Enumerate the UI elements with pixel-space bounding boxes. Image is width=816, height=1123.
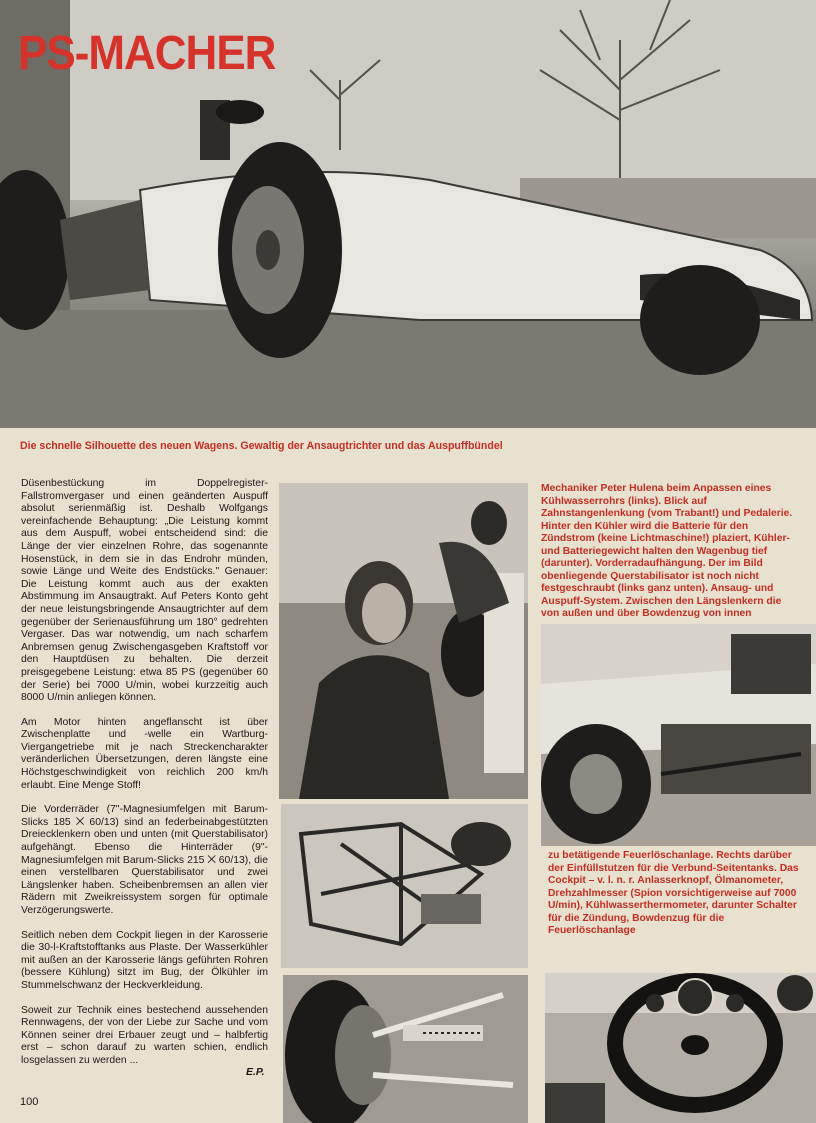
page-title: PS-MACHER bbox=[18, 26, 276, 80]
article-paragraph: Am Motor hinten angeflanscht ist über Zwischenplatte und -welle ein Wartburg-Viergangetriebe mit je nach Streckencharakter veränderlichen Übersetzungen, deren längste eine Höchstgeschwindigkeit von reichlich 200 km/h erlaubt. Eine Menge Stoff! bbox=[21, 716, 268, 791]
photo-front-frame bbox=[281, 804, 528, 968]
article-paragraph: Seitlich neben dem Cockpit liegen in der Karosserie die 30-l-Kraftstofftanks aus Plaste. Der Wasserkühler mit außen an der Karosserie längs geführten Rohren (bessere Kühlung) sitzt im Bug, der Ölkühler im Stummelschwanz der Heckverkleidung. bbox=[21, 929, 268, 991]
page-number: 100 bbox=[20, 1096, 39, 1108]
hero-caption: Die schnelle Silhouette des neuen Wagens. Gewaltig der Ansaugtrichter und das Auspuffbündel bbox=[20, 440, 503, 452]
caption-mechanic: Mechaniker Peter Hulena beim Anpassen eines Kühlwasserrohrs (links). Blick auf Zahnstangenlenkung (vom Trabant!) und Pedalerie. Hinter den Kühler wird die Batterie für den Zündstrom (keine Lichtmaschine!) plaziert, Kühler- und Batteriegewicht halten den Wagenbug tief (darunter). Vorderradaufhängung. Der im Bild obenliegende Querstabilisator ist noch nicht festgeschraubt (links ganz unten). Ansaug- und Auspuff-System. Zwischen den Längslenkern die von außen und über Bowdenzug von innen bbox=[541, 483, 793, 619]
caption-cockpit: zu betätigende Feuerlöschanlage. Rechts darüber der Einfüllstutzen für die Verbund-Seitentanks. Das Cockpit – v. l. n. r. Anlasserknopf, Ölmanometer, Drehzahlmesser (Spion vorsichtigerweise auf 7000 U/min), Kühlwasserthermometer, darunter Schalter für die Zündung, Bowdenzug für die Feuerlöschanlage bbox=[548, 850, 799, 936]
article-paragraph: Düsenbestückung im Doppelregister-Fallstromvergaser und einen geänderten Auspuff absolut serienmäßig ist. Deshalb Wolfgangs vereinfachende Behauptung: „Die Leistung kommt aus dem Auspuff, wobei entscheidend sind: die Länge der vier einzelnen Rohre, das sogenannte Hosenstück, in dem sie in das Endrohr münden, sowie Länge und Weite des Endstücks." Genauer: Die Leistung kommt auch aus der exakten Abstimmung im Ansaugtrakt. Auf Peters Konto geht der neue leistungsbringende Ansaugtrichter auf dem gegenüber der Serienausführung um 180° gedrehten Vergaser. Das war notwendig, um nach scharfem Anbremsen genug Zwischengasgeben Kraftstoff vor den Hauptdüsen zu behalten. Die derzeit preisgegebene Leistung: etwa 85 PS (gegenüber 60 der Serie) bei 7000 U/min, wobei kurzzeitig auch 8000 U/min anliegen können. bbox=[21, 478, 268, 704]
photo-cockpit bbox=[545, 973, 816, 1123]
article-body bbox=[21, 478, 268, 1080]
photo-mechanic bbox=[279, 483, 528, 799]
photo-front-suspension bbox=[283, 975, 528, 1123]
author-signature: E.P. bbox=[246, 1066, 265, 1078]
photo-engine-suspension bbox=[541, 624, 816, 846]
article-paragraph: Soweit zur Technik eines bestechend aussehenden Rennwagens, der von der Liebe zur Sache und vom Können seiner drei Erbauer zeugt und – halbfertig erst – schon darauf zu warten schien, endlich losgelassen zu werden ... bbox=[21, 1004, 268, 1066]
article-paragraph: Die Vorderräder (7"-Magnesiumfelgen mit Barum-Slicks 185 ⨉ 60/13) sind an federbeinabgestützten Dreiecklenkern oben und unten (mit Querstabilisator) aufgehängt. Ebenso die Hinterräder (9"-Magnesiumfelgen mit Barum-Slicks 215 ⨉ 60/13), die einen verstellbaren Querstabilisator und zwei Längslenker haben. Scheibenbremsen an allen vier Rädern mit Zweikreissystem sorgen für optimale Verzögerungswerte. bbox=[21, 804, 268, 916]
